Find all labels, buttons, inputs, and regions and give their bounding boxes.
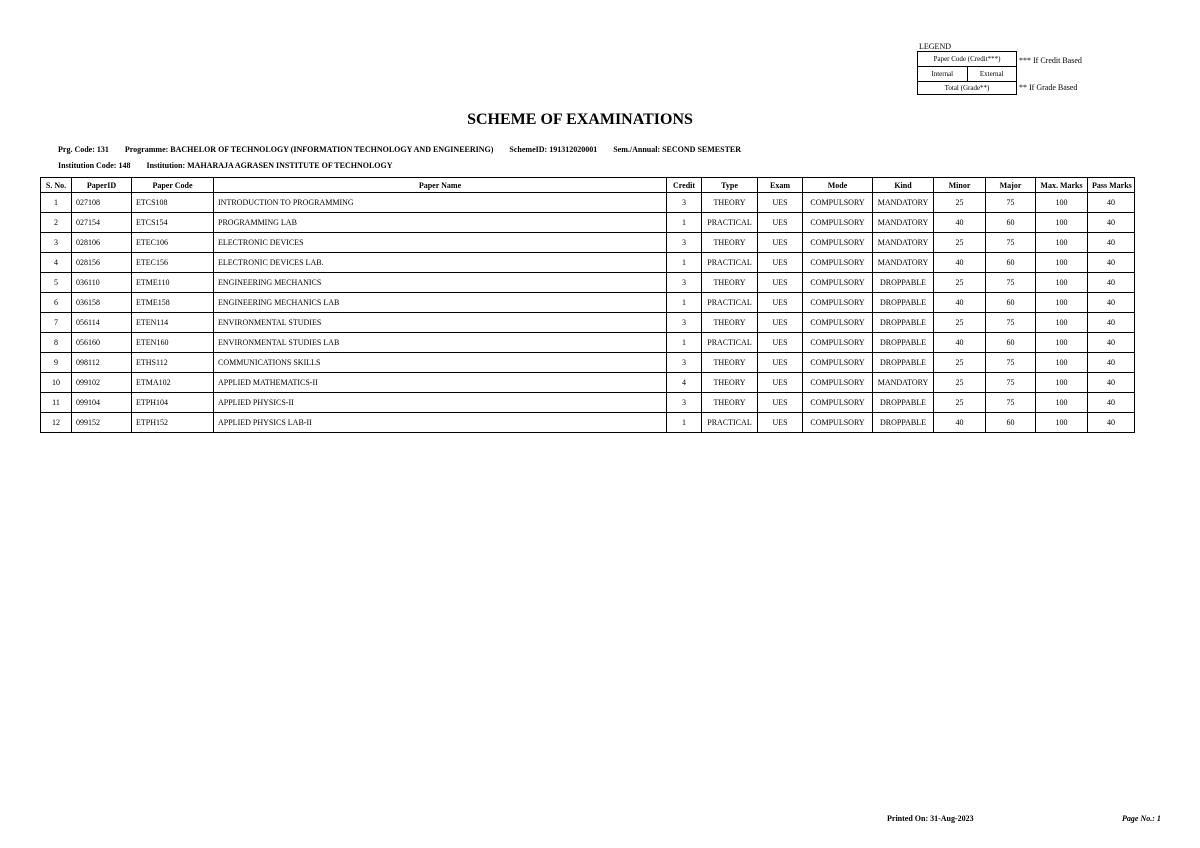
column-header: Credit <box>667 178 702 193</box>
column-header: Kind <box>873 178 934 193</box>
table-cell: COMPULSORY <box>803 353 873 373</box>
table-cell: 75 <box>986 373 1036 393</box>
table-cell: 3 <box>41 233 72 253</box>
table-cell: 1 <box>667 293 702 313</box>
table-cell: UES <box>758 333 803 353</box>
table-cell: 40 <box>1088 273 1135 293</box>
table-row <box>41 353 1135 373</box>
table-cell: UES <box>758 193 803 213</box>
table-cell: 75 <box>986 233 1036 253</box>
table-cell: COMPULSORY <box>803 313 873 333</box>
printed-on: Printed On: 31-Aug-2023 <box>887 814 974 823</box>
legend-box <box>917 51 1017 95</box>
table-cell: 75 <box>986 353 1036 373</box>
table-cell: 25 <box>934 233 986 253</box>
table-cell: 056114 <box>72 313 132 333</box>
table-cell: MANDATORY <box>873 213 934 233</box>
programme: Programme: BACHELOR OF TECHNOLOGY (INFORMATION TECHNOLOGY AND ENGINEERING) <box>124 145 494 154</box>
table-cell: 028106 <box>72 233 132 253</box>
table-cell: THEORY <box>702 353 758 373</box>
table-cell: 25 <box>934 393 986 413</box>
table-cell: THEORY <box>702 393 758 413</box>
table-cell: 40 <box>1088 293 1135 313</box>
table-cell: 056160 <box>72 333 132 353</box>
table-cell: MANDATORY <box>873 233 934 253</box>
table-cell: 25 <box>934 193 986 213</box>
table-cell: 1 <box>667 413 702 433</box>
table-cell: COMPULSORY <box>803 253 873 273</box>
column-header: Major <box>986 178 1036 193</box>
table-cell: PRACTICAL <box>702 413 758 433</box>
table-cell: 4 <box>667 373 702 393</box>
table-cell: UES <box>758 293 803 313</box>
table-cell: 40 <box>1088 333 1135 353</box>
table-cell: 75 <box>986 393 1036 413</box>
table-cell: 9 <box>41 353 72 373</box>
legend-note-grade: ** If Grade Based <box>1019 83 1078 92</box>
table-cell: 099152 <box>72 413 132 433</box>
table-cell: 027108 <box>72 193 132 213</box>
table-cell: 3 <box>667 353 702 373</box>
table-row <box>41 393 1135 413</box>
table-cell: APPLIED MATHEMATICS-II <box>214 373 667 393</box>
table-cell: UES <box>758 273 803 293</box>
table-cell: ETME110 <box>132 273 214 293</box>
table-cell: 100 <box>1036 333 1088 353</box>
page-title: SCHEME OF EXAMINATIONS <box>467 111 693 128</box>
table-cell: ENVIRONMENTAL STUDIES <box>214 313 667 333</box>
table-cell: 3 <box>667 393 702 413</box>
semester: Sem./Annual: SECOND SEMESTER <box>613 145 742 154</box>
legend-external: External <box>979 70 1004 78</box>
table-cell: 25 <box>934 313 986 333</box>
table-cell: 027154 <box>72 213 132 233</box>
table-cell: 2 <box>41 213 72 233</box>
table-cell: 11 <box>41 393 72 413</box>
table-cell: 3 <box>667 313 702 333</box>
table-cell: ETEC156 <box>132 253 214 273</box>
table-header-row <box>41 178 1135 193</box>
table-cell: 75 <box>986 273 1036 293</box>
table-cell: ENGINEERING MECHANICS LAB <box>214 293 667 313</box>
table-cell: 40 <box>1088 213 1135 233</box>
table-cell: 5 <box>41 273 72 293</box>
table-cell: 40 <box>1088 233 1135 253</box>
table-cell: DROPPABLE <box>873 313 934 333</box>
table-cell: 036158 <box>72 293 132 313</box>
table-cell: DROPPABLE <box>873 413 934 433</box>
table-cell: COMMUNICATIONS SKILLS <box>214 353 667 373</box>
table-cell: 12 <box>41 413 72 433</box>
table-cell: 098112 <box>72 353 132 373</box>
legend-internal: Internal <box>918 67 968 81</box>
table-cell: DROPPABLE <box>873 393 934 413</box>
column-header: Pass Marks <box>1088 178 1135 193</box>
prg-code: Prg. Code: 131 <box>58 145 109 154</box>
table-cell: APPLIED PHYSICS-II <box>214 393 667 413</box>
table-cell: MANDATORY <box>873 253 934 273</box>
table-cell: COMPULSORY <box>803 273 873 293</box>
column-header: Minor <box>934 178 986 193</box>
meta-line-programme <box>58 145 755 154</box>
table-cell: 40 <box>1088 373 1135 393</box>
table-cell: UES <box>758 313 803 333</box>
table-cell: 40 <box>934 293 986 313</box>
table-cell: 6 <box>41 293 72 313</box>
table-cell: ELECTRONIC DEVICES LAB. <box>214 253 667 273</box>
table-cell: 100 <box>1036 293 1088 313</box>
table-cell: DROPPABLE <box>873 333 934 353</box>
table-cell: COMPULSORY <box>803 193 873 213</box>
table-cell: APPLIED PHYSICS LAB-II <box>214 413 667 433</box>
table-cell: 8 <box>41 333 72 353</box>
table-cell: 40 <box>934 213 986 233</box>
table-cell: 40 <box>1088 313 1135 333</box>
table-cell: 3 <box>667 233 702 253</box>
table-cell: COMPULSORY <box>803 413 873 433</box>
table-cell: ETCS154 <box>132 213 214 233</box>
table-cell: ELECTRONIC DEVICES <box>214 233 667 253</box>
table-cell: 60 <box>986 413 1036 433</box>
table-cell: ETPH104 <box>132 393 214 413</box>
table-cell: 100 <box>1036 253 1088 273</box>
table-cell: 1 <box>667 333 702 353</box>
table-cell: 100 <box>1036 313 1088 333</box>
column-header: Type <box>702 178 758 193</box>
table-cell: ETPH152 <box>132 413 214 433</box>
table-cell: 3 <box>667 193 702 213</box>
legend-marks-row <box>918 67 1016 82</box>
table-cell: 60 <box>986 253 1036 273</box>
institution: Institution: MAHARAJA AGRASEN INSTITUTE OF TECHNOLOGY <box>146 161 393 170</box>
table-cell: 40 <box>934 413 986 433</box>
table-cell: ETEC106 <box>132 233 214 253</box>
meta-line-institution <box>58 161 407 170</box>
column-header: Mode <box>803 178 873 193</box>
table-cell: THEORY <box>702 313 758 333</box>
table-cell: DROPPABLE <box>873 353 934 373</box>
table-cell: 40 <box>934 333 986 353</box>
legend-total: Total (Grade**) <box>944 84 990 92</box>
table-cell: 25 <box>934 273 986 293</box>
table-cell: ENVIRONMENTAL STUDIES LAB <box>214 333 667 353</box>
column-header: Paper Name <box>214 178 667 193</box>
column-header: Paper Code <box>132 178 214 193</box>
table-cell: 10 <box>41 373 72 393</box>
table-cell: DROPPABLE <box>873 293 934 313</box>
institution-code: Institution Code: 148 <box>58 161 131 170</box>
table-cell: DROPPABLE <box>873 273 934 293</box>
table-row <box>41 253 1135 273</box>
table-cell: 4 <box>41 253 72 273</box>
table-cell: PROGRAMMING LAB <box>214 213 667 233</box>
column-header: Max. Marks <box>1036 178 1088 193</box>
table-cell: 60 <box>986 213 1036 233</box>
table-cell: 3 <box>667 273 702 293</box>
table-cell: 099102 <box>72 373 132 393</box>
table-cell: THEORY <box>702 373 758 393</box>
table-row <box>41 293 1135 313</box>
table-row <box>41 413 1135 433</box>
table-cell: MANDATORY <box>873 373 934 393</box>
table-cell: 100 <box>1036 353 1088 373</box>
table-cell: 40 <box>934 253 986 273</box>
table-cell: UES <box>758 393 803 413</box>
table-row <box>41 313 1135 333</box>
table-cell: THEORY <box>702 273 758 293</box>
table-row <box>41 373 1135 393</box>
table-body <box>41 193 1135 433</box>
column-header: Exam <box>758 178 803 193</box>
table-cell: 60 <box>986 333 1036 353</box>
table-cell: ETEN160 <box>132 333 214 353</box>
table-cell: ETCS108 <box>132 193 214 213</box>
scheme-id: SchemeID: 191312020001 <box>509 145 598 154</box>
table-cell: UES <box>758 353 803 373</box>
table-cell: PRACTICAL <box>702 333 758 353</box>
table-cell: 25 <box>934 373 986 393</box>
table-cell: COMPULSORY <box>803 373 873 393</box>
table-cell: COMPULSORY <box>803 393 873 413</box>
table-cell: PRACTICAL <box>702 253 758 273</box>
table-cell: 40 <box>1088 253 1135 273</box>
table-cell: COMPULSORY <box>803 333 873 353</box>
table-cell: UES <box>758 413 803 433</box>
table-cell: 1 <box>667 253 702 273</box>
table-cell: 100 <box>1036 233 1088 253</box>
table-cell: 40 <box>1088 353 1135 373</box>
table-cell: 100 <box>1036 393 1088 413</box>
table-cell: 1 <box>667 213 702 233</box>
table-cell: UES <box>758 233 803 253</box>
table-cell: 100 <box>1036 213 1088 233</box>
table-cell: 7 <box>41 313 72 333</box>
table-cell: 100 <box>1036 193 1088 213</box>
table-cell: ETHS112 <box>132 353 214 373</box>
table-cell: UES <box>758 253 803 273</box>
table-cell: 60 <box>986 293 1036 313</box>
table-row <box>41 273 1135 293</box>
table-cell: 75 <box>986 193 1036 213</box>
table-row <box>41 213 1135 233</box>
table-cell: 40 <box>1088 393 1135 413</box>
table-cell: COMPULSORY <box>803 293 873 313</box>
table-cell: 25 <box>934 353 986 373</box>
table-row <box>41 333 1135 353</box>
table-cell: PRACTICAL <box>702 213 758 233</box>
table-cell: 028156 <box>72 253 132 273</box>
table-cell: THEORY <box>702 233 758 253</box>
column-header: S. No. <box>41 178 72 193</box>
table-cell: 100 <box>1036 273 1088 293</box>
table-cell: THEORY <box>702 193 758 213</box>
table-row <box>41 233 1135 253</box>
page-number: Page No.: 1 <box>1122 814 1161 823</box>
legend-note-credit: *** If Credit Based <box>1019 56 1082 65</box>
table-cell: COMPULSORY <box>803 213 873 233</box>
table-cell: 40 <box>1088 413 1135 433</box>
table-cell: MANDATORY <box>873 193 934 213</box>
table-cell: ETME158 <box>132 293 214 313</box>
table-cell: INTRODUCTION TO PROGRAMMING <box>214 193 667 213</box>
table-cell: 1 <box>41 193 72 213</box>
legend-paper-code: Paper Code (Credit***) <box>918 52 1016 67</box>
legend-caption: LEGEND <box>919 42 951 51</box>
table-cell: PRACTICAL <box>702 293 758 313</box>
table-cell: 75 <box>986 313 1036 333</box>
table-cell: ETEN114 <box>132 313 214 333</box>
table-cell: UES <box>758 213 803 233</box>
table-cell: 100 <box>1036 413 1088 433</box>
table-cell: ENGINEERING MECHANICS <box>214 273 667 293</box>
column-header: PaperID <box>72 178 132 193</box>
table-row <box>41 193 1135 213</box>
table-cell: 40 <box>1088 193 1135 213</box>
table-cell: 036110 <box>72 273 132 293</box>
table-cell: 099104 <box>72 393 132 413</box>
table-cell: UES <box>758 373 803 393</box>
table-cell: ETMA102 <box>132 373 214 393</box>
table-cell: 100 <box>1036 373 1088 393</box>
scheme-table <box>40 177 1135 433</box>
table-cell: COMPULSORY <box>803 233 873 253</box>
